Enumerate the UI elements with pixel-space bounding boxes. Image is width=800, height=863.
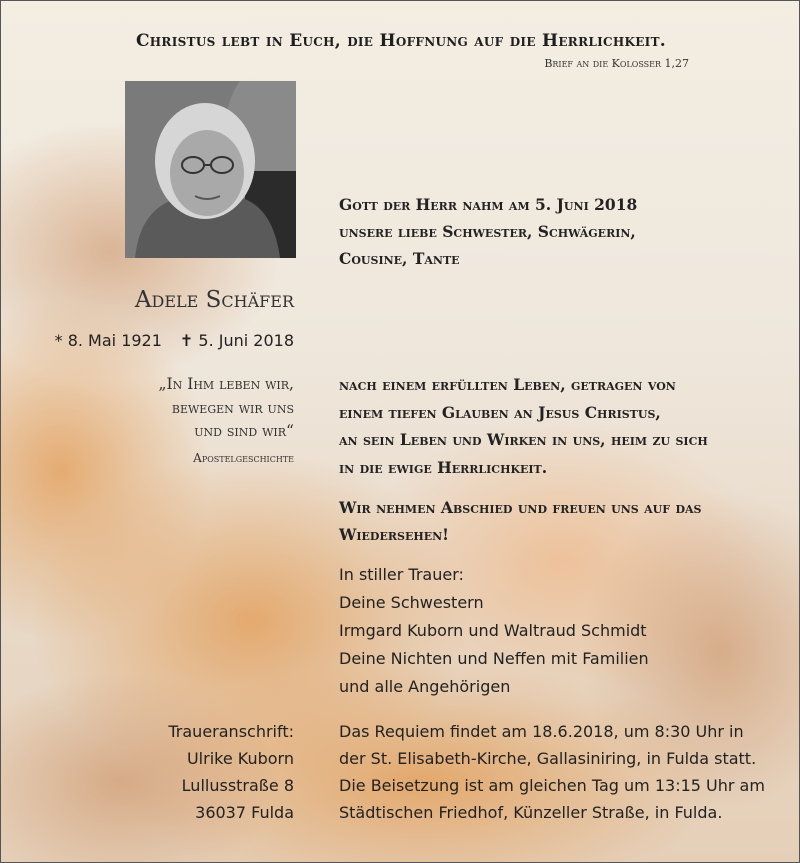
address-line: Lullusstraße 8 [181,776,294,795]
birth-date: * 8. Mai 1921 [54,331,162,350]
announcement-line: Cousine, Tante [339,249,460,268]
mourning-address [168,718,294,826]
farewell-line: Wir nehmen Abschied und freuen uns auf das [339,498,702,517]
mourner-line: Deine Nichten und Neffen mit Familien [339,649,649,668]
life-text [339,371,708,481]
mourner-line: In stiller Trauer: [339,565,464,584]
farewell-line: Wiedersehen! [339,525,449,544]
address-line: Ulrike Kuborn [186,749,294,768]
service-line: der St. Elisabeth-Kirche, Gallasiniring, in Fulda statt. [339,749,757,768]
verse-line: und sind wir“ [194,422,294,440]
address-line: 36037 Fulda [195,803,294,822]
mourners-list [339,561,649,701]
life-line: einem tiefen Glauben an Jesus Christus, [339,402,661,422]
service-details [339,718,765,826]
address-line: Traueranschrift: [168,722,294,741]
mourner-line: und alle Angehörigen [339,677,511,696]
verse-line: „In Ihm leben wir, [158,375,294,393]
service-line: Die Beisetzung ist am gleichen Tag um 13:15 Uhr am [339,776,765,795]
life-line: nach einem erfüllten Leben, getragen von [339,375,676,394]
bible-verse [159,373,294,444]
service-line: Das Requiem findet am 18.6.2018, um 8:30 Uhr in [339,722,744,741]
life-line: in die ewige Herrlichkeit. [339,457,548,477]
farewell-text [339,494,702,548]
verse-source: Apostelgeschichte [193,451,294,465]
motto-source: Brief an die Kolosser 1,27 [544,57,689,70]
mourner-line: Deine Schwestern [339,593,484,612]
verse-line: bewegen wir uns [171,398,294,417]
life-line: an sein Leben und Wirken in uns, heim zu sich [339,430,708,449]
portrait-photo [125,81,296,258]
mourner-line: Irmgard Kuborn und Waltraud Schmidt [339,621,647,640]
death-announcement [339,191,637,272]
death-date: ✝ 5. Juni 2018 [179,331,294,350]
announcement-line: Gott der Herr nahm am 5. Juni 2018 [339,195,638,214]
announcement-line: unsere liebe Schwester, Schwägerin, [339,222,636,241]
life-dates [55,331,294,350]
motto: Christus lebt in Euch, die Hoffnung auf die Herrlichkeit. [135,31,667,51]
deceased-name: Adele Schäfer [134,287,294,313]
service-line: Städtischen Friedhof, Künzeller Straße, in Fulda. [339,803,723,822]
